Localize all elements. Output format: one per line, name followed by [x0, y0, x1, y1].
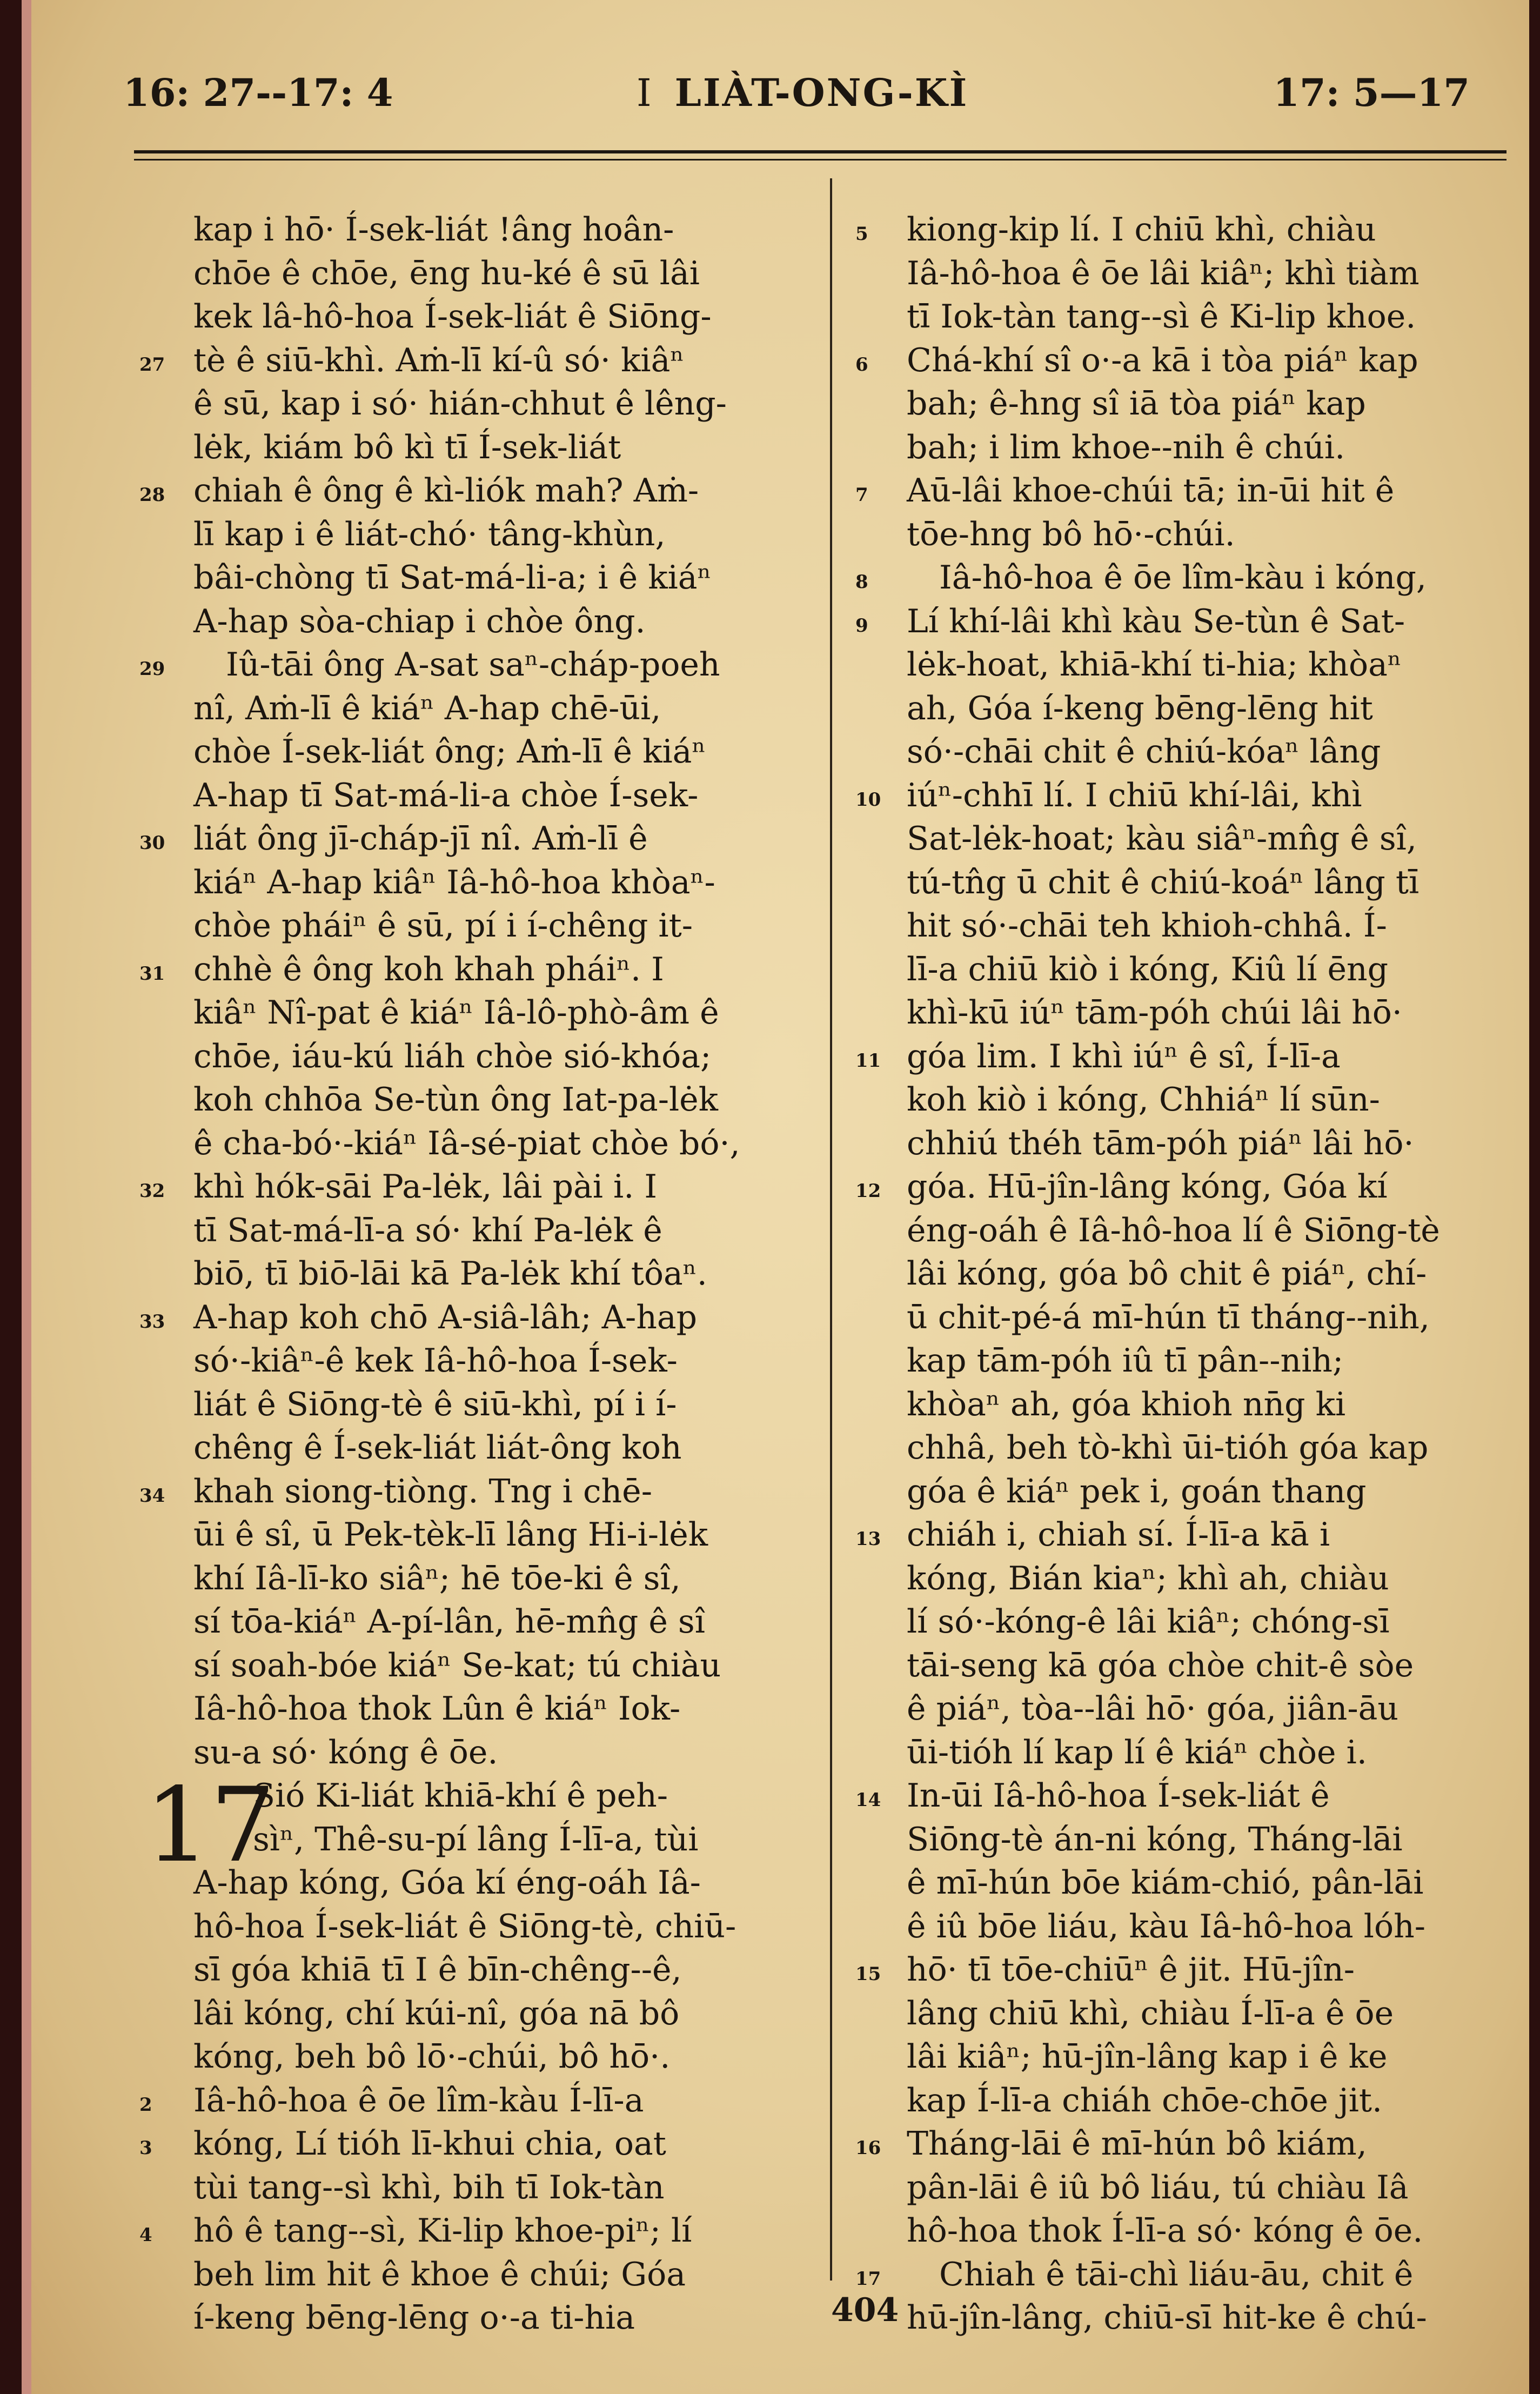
verse-number: 6	[855, 353, 868, 376]
text-line	[907, 1426, 1512, 1470]
text-line	[193, 1731, 804, 1775]
verse-number: 33	[139, 1310, 165, 1333]
verse-number: 27	[139, 353, 165, 376]
line-text: lâi kóng, góa bô chit ê piáⁿ, chí-	[907, 1255, 1427, 1293]
line-text: tī Sat-má-lī-a só· khí Pa-lėk ê	[193, 1211, 662, 1249]
line-text: koh chhōa Se-tùn ông Iat-pa-lėk	[193, 1081, 719, 1119]
text-line	[855, 600, 1512, 644]
line-text: tōe-hng bô hō·-chúi.	[907, 515, 1235, 553]
line-text: kóng, Bián kiaⁿ; khì ah, chiàu	[907, 1559, 1389, 1597]
scripture-page	[22, 0, 1529, 2394]
line-text: lâi kóng, chí kúi-nî, góa nā bô	[193, 1994, 680, 2032]
text-line	[855, 1513, 1512, 1557]
text-line	[907, 1122, 1512, 1166]
line-text: nî, Aṁ-lī ê kiáⁿ A-hap chē-ūi,	[193, 689, 661, 727]
column-divider	[830, 178, 832, 2281]
text-line	[193, 295, 804, 339]
header-rule-thick	[134, 150, 1506, 153]
line-text: kap tām-póh iû tī pân--nih;	[907, 1342, 1344, 1380]
text-line	[907, 861, 1512, 905]
line-text: Aū-lâi khoe-chúi tā; in-ūi hit ê	[907, 472, 1395, 510]
line-text: Iâ-hô-hoa ê ōe lâi kiâⁿ; khì tiàm	[907, 254, 1420, 292]
header-book-title	[637, 70, 968, 115]
line-text: khí Iâ-lī-ko siâⁿ; hē tōe-ki ê sî,	[193, 1559, 681, 1597]
verse-number: 8	[855, 571, 868, 593]
text-line	[855, 208, 1512, 252]
text-line	[907, 1818, 1512, 1862]
line-text: khì-kū iúⁿ tām-póh chúi lâi hō·	[907, 994, 1402, 1032]
line-text: ê sū, kap i só· hián-chhut ê lêng-	[193, 385, 727, 423]
verse-number: 28	[139, 484, 165, 506]
line-text: Iâ-hô-hoa thok Lûn ê kiáⁿ Iok-	[193, 1690, 681, 1728]
line-text: í-keng bēng-lēng o·-a ti-hia	[193, 2299, 635, 2337]
line-text: góa ê kiáⁿ pek i, goán thang	[907, 1472, 1367, 1510]
text-line	[855, 774, 1512, 818]
text-line	[907, 687, 1512, 731]
verse-number: 2	[139, 2094, 152, 2116]
text-line	[855, 339, 1512, 383]
text-line	[193, 1600, 804, 1644]
line-text: Sat-lėk-hoat; kàu siâⁿ-mn̂g ê sî,	[907, 820, 1417, 858]
text-line	[907, 991, 1512, 1035]
verse-number: 32	[139, 1180, 165, 1202]
text-line	[193, 904, 804, 948]
line-text: éng-oáh ê Iâ-hô-hoa lí ê Siōng-tè	[907, 1211, 1440, 1249]
text-line	[139, 339, 804, 383]
line-text: chhiú théh tām-póh piáⁿ lâi hō·	[907, 1124, 1414, 1162]
line-text: hô-hoa thok Í-lī-a só· kóng ê ōe.	[907, 2212, 1423, 2250]
line-text: Lí khí-lâi khì kàu Se-tùn ê Sat-	[907, 602, 1405, 640]
text-line	[193, 1035, 804, 1079]
text-line	[907, 1339, 1512, 1383]
verse-number: 11	[855, 1049, 881, 1072]
line-text: sī góa khiā tī I ê bīn-chêng--ê,	[193, 1951, 682, 1989]
text-line	[193, 556, 804, 600]
text-line	[139, 2079, 804, 2123]
text-line	[193, 513, 804, 557]
line-text: sí tōa-kiáⁿ A-pí-lân, hē-mn̂g ê sî	[193, 1603, 705, 1641]
text-line	[907, 1383, 1512, 1427]
text-line	[907, 2079, 1512, 2123]
text-line	[139, 948, 804, 992]
line-text: chiáh i, chiah sí. Í-lī-a kā i	[907, 1516, 1330, 1554]
line-text: só·-kiâⁿ-ê kek Iâ-hô-hoa Í-sek-	[193, 1342, 678, 1380]
line-text: chōe, iáu-kú liáh chòe sió-khóa;	[193, 1037, 712, 1075]
text-line	[193, 1861, 804, 1905]
text-line	[139, 1470, 804, 1514]
line-text: tāi-seng kā góa chòe chit-ê sòe	[907, 1646, 1414, 1684]
page-number: 404	[831, 2291, 899, 2329]
text-line	[907, 1296, 1512, 1340]
line-text: In-ūi Iâ-hô-hoa Í-sek-liát ê	[907, 1777, 1330, 1815]
line-text: Iû-tāi ông A-sat saⁿ-cháp-poeh	[226, 646, 720, 684]
line-text: tú-tn̂g ū chit ê chiú-koáⁿ lâng tī	[907, 863, 1420, 901]
text-line	[907, 2296, 1512, 2340]
line-text: Chá-khí sî o·-a kā i tòa piáⁿ kap	[907, 341, 1418, 379]
line-text: lâi kiâⁿ; hū-jîn-lâng kap i ê ke	[907, 2038, 1388, 2076]
text-line	[193, 1992, 804, 2036]
line-text: chhâ, beh tò-khì ūi-tióh góa kap	[907, 1429, 1429, 1467]
text-line	[193, 2035, 804, 2079]
text-line	[855, 556, 1512, 600]
text-line	[193, 1252, 804, 1296]
text-line	[907, 1600, 1512, 1644]
text-line	[193, 1818, 804, 1862]
text-line	[193, 2166, 804, 2210]
verse-number: 4	[139, 2224, 152, 2246]
line-text: A-hap sòa-chiap i chòe ông.	[193, 602, 646, 640]
text-line	[193, 426, 804, 470]
line-text: kap Í-lī-a chiáh chōe-chōe jit.	[907, 2081, 1383, 2119]
line-text: sí soah-bóe kiáⁿ Se-kat; tú chiàu	[193, 1646, 721, 1684]
header-book-number: I	[637, 71, 653, 115]
line-text: chiah ê ông ê kì-liók mah? Aṁ-	[193, 472, 699, 510]
text-line	[193, 600, 804, 644]
line-text: ah, Góa í-keng bēng-lēng hit	[907, 689, 1373, 727]
text-line	[907, 1252, 1512, 1296]
line-text: tè ê siū-khì. Aṁ-lī kí-û só· kiâⁿ	[193, 341, 685, 379]
text-line	[907, 2035, 1512, 2079]
text-line	[907, 1644, 1512, 1688]
text-line	[193, 1383, 804, 1427]
header-rule-thin	[134, 159, 1506, 161]
line-text: bah; i lim khoe--nih ê chúi.	[907, 428, 1345, 466]
line-text: lėk, kiám bô kì tī Í-sek-liát	[193, 428, 621, 466]
line-text: chhè ê ông koh khah pháiⁿ. I	[193, 950, 664, 988]
text-line	[907, 295, 1512, 339]
text-line	[193, 1687, 804, 1731]
text-line	[193, 861, 804, 905]
left-text-column	[139, 208, 804, 2340]
text-line	[907, 643, 1512, 687]
line-text: lâng chiū khì, chiàu Í-lī-a ê ōe	[907, 1994, 1394, 2032]
text-line	[907, 1078, 1512, 1122]
line-text: biō, tī biō-lāi kā Pa-lėk khí tôaⁿ.	[193, 1255, 707, 1293]
line-text: lí só·-kóng-ê lâi kiâⁿ; chóng-sī	[907, 1603, 1390, 1641]
line-text: ūi-tióh lí kap lí ê kiáⁿ chòe i.	[907, 1733, 1367, 1771]
verse-number: 15	[855, 1963, 881, 1985]
text-line	[139, 2209, 804, 2253]
text-line	[139, 469, 804, 513]
text-line	[193, 730, 804, 774]
text-line	[139, 1165, 804, 1209]
text-line	[855, 1165, 1512, 1209]
text-line	[907, 904, 1512, 948]
line-text: kiong-kip lí. I chiū khì, chiàu	[907, 211, 1376, 249]
verse-number: 9	[855, 614, 868, 637]
verse-number: 10	[855, 788, 881, 811]
text-line	[193, 1557, 804, 1601]
line-text: kóng, Lí tióh lī-khui chia, oat	[193, 2125, 666, 2163]
line-text: bah; ê-hng sî iā tòa piáⁿ kap	[907, 385, 1366, 423]
line-text: lī kap i ê liát-chó· tâng-khùn,	[193, 515, 666, 553]
text-line	[139, 643, 804, 687]
text-line	[193, 1122, 804, 1166]
text-line	[907, 1861, 1512, 1905]
text-line	[855, 469, 1512, 513]
text-line	[855, 2253, 1512, 2297]
line-text: lėk-hoat, khiā-khí ti-hia; khòaⁿ	[907, 646, 1402, 684]
verse-number: 7	[855, 484, 868, 506]
text-line	[907, 2209, 1512, 2253]
text-line	[855, 1948, 1512, 1992]
verse-number: 29	[139, 658, 165, 680]
line-text: Sió Ki-liát khiā-khí ê peh-	[253, 1777, 668, 1815]
text-line	[907, 382, 1512, 426]
verse-number: 13	[855, 1528, 881, 1550]
line-text: hô-hoa Í-sek-liát ê Siōng-tè, chiū-	[193, 1907, 736, 1945]
line-text: góa. Hū-jîn-lâng kóng, Góa kí	[907, 1168, 1388, 1206]
line-text: hō· tī tōe-chiūⁿ ê jit. Hū-jîn-	[907, 1951, 1355, 1989]
verse-number: 17	[855, 2268, 881, 2290]
line-text: sìⁿ, Thê-su-pí lâng Í-lī-a, tùi	[253, 1820, 699, 1858]
text-line	[139, 817, 804, 861]
text-line	[907, 2166, 1512, 2210]
line-text: liát ông jī-cháp-jī nî. Aṁ-lī ê	[193, 820, 648, 858]
line-text: iúⁿ-chhī lí. I chiū khí-lâi, khì	[907, 776, 1362, 814]
text-line	[907, 1992, 1512, 2036]
text-line	[139, 2122, 804, 2166]
text-line	[855, 1774, 1512, 1818]
text-line	[907, 1557, 1512, 1601]
line-text: lī-a chiū kiò i kóng, Kiû lí ēng	[907, 950, 1389, 988]
chapter-number: 17	[145, 1766, 276, 1885]
text-line	[193, 1339, 804, 1383]
line-text: kek lâ-hô-hoa Í-sek-liát ê Siōng-	[193, 298, 712, 336]
text-line	[139, 1296, 804, 1340]
text-line	[193, 774, 804, 818]
line-text: chòe pháiⁿ ê sū, pí i í-chêng it-	[193, 907, 693, 945]
line-text: chōe ê chōe, ēng hu-ké ê sū lâi	[193, 254, 700, 292]
line-text: hô ê tang--sì, Ki-lip khoe-piⁿ; lí	[193, 2212, 692, 2250]
text-line	[907, 252, 1512, 296]
verse-number: 14	[855, 1789, 881, 1811]
line-text: bâi-chòng tī Sat-má-li-a; i ê kiáⁿ	[193, 559, 712, 597]
text-line	[907, 730, 1512, 774]
verse-number: 34	[139, 1484, 165, 1507]
text-line	[193, 208, 804, 252]
text-line	[907, 1209, 1512, 1253]
verse-number: 30	[139, 832, 165, 854]
line-text: kiáⁿ A-hap kiâⁿ Iâ-hô-hoa khòaⁿ-	[193, 863, 715, 901]
text-line	[193, 1948, 804, 1992]
text-line	[907, 1687, 1512, 1731]
line-text: hit só·-chāi teh khioh-chhâ. Í-	[907, 907, 1387, 945]
text-line	[193, 2253, 804, 2297]
text-line	[193, 1078, 804, 1122]
text-line	[193, 1426, 804, 1470]
text-line	[193, 1644, 804, 1688]
line-text: liát ê Siōng-tè ê siū-khì, pí i í-	[193, 1385, 677, 1423]
line-text: ê cha-bó·-kiáⁿ Iâ-sé-piat chòe bó·,	[193, 1124, 740, 1162]
line-text: khì hók-sāi Pa-lėk, lâi pài i. I	[193, 1168, 658, 1206]
text-line	[907, 1905, 1512, 1949]
line-text: chêng ê Í-sek-liát liát-ông koh	[193, 1429, 682, 1467]
text-line	[193, 687, 804, 731]
line-text: ê iû bōe liáu, kàu Iâ-hô-hoa lóh-	[907, 1907, 1425, 1945]
line-text: ê mī-hún bōe kiám-chió, pân-lāi	[907, 1864, 1424, 1902]
line-text: khòaⁿ ah, góa khioh nn̄g ki	[907, 1385, 1346, 1423]
line-text: A-hap tī Sat-má-li-a chòe Í-sek-	[193, 776, 699, 814]
text-line	[193, 1905, 804, 1949]
verse-number: 3	[139, 2137, 152, 2159]
text-line	[907, 948, 1512, 992]
text-line	[193, 252, 804, 296]
header-verse-range-right: 17: 5—17	[1273, 70, 1470, 115]
line-text: só·-chāi chit ê chiú-kóaⁿ lâng	[907, 733, 1381, 771]
line-text: pân-lāi ê iû bô liáu, tú chiàu Iâ	[907, 2168, 1409, 2206]
header-verse-range-left: 16: 27--17: 4	[123, 70, 393, 115]
verse-number: 12	[855, 1180, 881, 1202]
text-line	[907, 1731, 1512, 1775]
text-line	[193, 1209, 804, 1253]
line-text: góa lim. I khì iúⁿ ê sî, Í-lī-a	[907, 1037, 1341, 1075]
line-text: Iâ-hô-hoa ê ōe lîm-kàu i kóng,	[939, 559, 1427, 597]
line-text: Iâ-hô-hoa ê ōe lîm-kàu Í-lī-a	[193, 2081, 644, 2119]
line-text: chòe Í-sek-liát ông; Aṁ-lī ê kiáⁿ	[193, 733, 706, 771]
line-text: beh lim hit ê khoe ê chúi; Góa	[193, 2255, 686, 2293]
text-line	[907, 817, 1512, 861]
line-text: A-hap kóng, Góa kí éng-oáh Iâ-	[193, 1864, 701, 1902]
line-text: ūi ê sî, ū Pek-tèk-lī lâng Hi-i-lėk	[193, 1516, 708, 1554]
line-text: A-hap koh chō A-siâ-lâh; A-hap	[193, 1298, 698, 1336]
line-text: koh kiò i kóng, Chhiáⁿ lí sūn-	[907, 1081, 1380, 1119]
line-text: Siōng-tè án-ni kóng, Tháng-lāi	[907, 1820, 1403, 1858]
line-text: ū chit-pé-á mī-hún tī tháng--nih,	[907, 1298, 1430, 1336]
text-line	[855, 2122, 1512, 2166]
verse-number: 31	[139, 962, 165, 985]
line-text: Chiah ê tāi-chì liáu-āu, chit ê	[939, 2255, 1414, 2293]
text-line	[193, 2296, 804, 2340]
header-book-name: LIÀT-ONG-KÌ	[674, 70, 969, 115]
verse-number: 16	[855, 2137, 881, 2159]
text-line	[193, 1513, 804, 1557]
line-text: kap i hō· Í-sek-liát !âng hoân-	[193, 211, 674, 249]
text-line	[855, 1035, 1512, 1079]
line-text: khah siong-tiòng. Tng i chē-	[193, 1472, 652, 1510]
line-text: kóng, beh bô lō·-chúi, bô hō·.	[193, 2038, 671, 2076]
text-line	[907, 1470, 1512, 1514]
line-text: kiâⁿ Nî-pat ê kiáⁿ Iâ-lô-phò-âm ê	[193, 994, 719, 1032]
line-text: hū-jîn-lâng, chiū-sī hit-ke ê chú-	[907, 2299, 1427, 2337]
line-text: ê piáⁿ, tòa--lâi hō· góa, jiân-āu	[907, 1690, 1399, 1728]
text-line	[193, 382, 804, 426]
line-text: tùi tang--sì khì, bih tī Iok-tàn	[193, 2168, 665, 2206]
line-text: su-a só· kóng ê ōe.	[193, 1733, 498, 1771]
verse-number: 5	[855, 223, 868, 245]
text-line	[907, 426, 1512, 470]
text-line	[907, 513, 1512, 557]
line-text: Tháng-lāi ê mī-hún bô kiám,	[907, 2125, 1367, 2163]
text-line	[193, 991, 804, 1035]
line-text: tī Iok-tàn tang--sì ê Ki-lip khoe.	[907, 298, 1416, 336]
